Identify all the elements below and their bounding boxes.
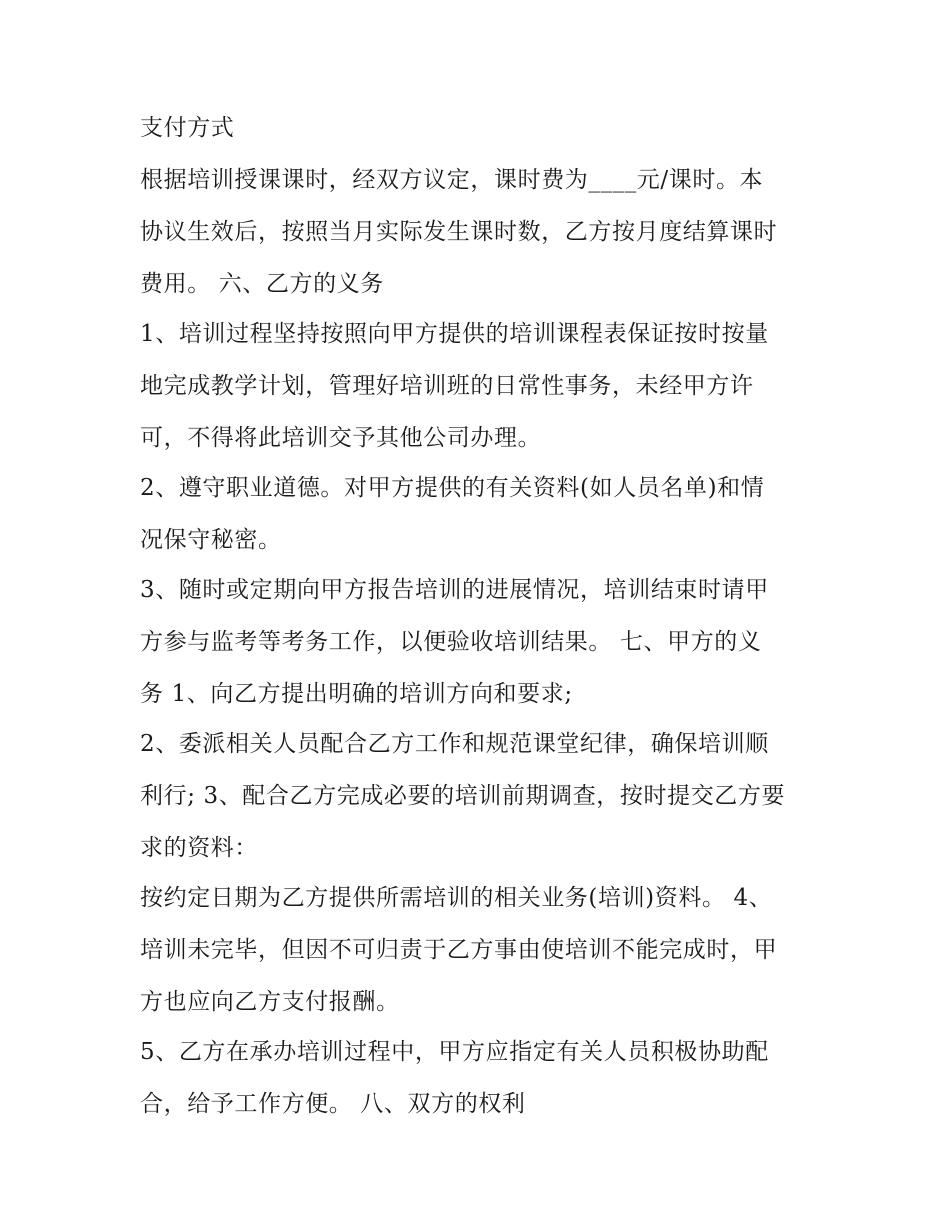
text-line: 2、委派相关人员配合乙方工作和规范课堂纪律，确保培训顺 xyxy=(140,731,769,757)
text-line: 利行; 3、配合乙方完成必要的培训前期调查，按时提交乙方要 xyxy=(140,783,786,809)
text-line: 合，给予工作方便。 八、双方的权利 xyxy=(140,1091,526,1117)
text-line: 按约定日期为乙方提供所需培训的相关业务(培训)资料。 4、 xyxy=(140,885,773,911)
text-line: 务 1、向乙方提出明确的培训方向和要求; xyxy=(140,681,573,707)
text-line: 1、培训过程坚持按照向甲方提供的培训课程表保证按时按量 xyxy=(140,321,769,347)
text-line: 根据培训授课课时，经双方议定，课时费为____元/课时。本 xyxy=(140,167,764,193)
text-line: 求的资料： xyxy=(140,835,258,861)
text-line: 培训未完毕，但因不可归责于乙方事由使培训不能完成时，甲 xyxy=(140,937,778,963)
text-line: 2、遵守职业道德。对甲方提供的有关资料(如人员名单)和情 xyxy=(140,475,765,501)
text-line: 方参与监考等考务工作，以便验收培训结果。 七、甲方的义 xyxy=(140,629,762,655)
text-line: 方也应向乙方支付报酬。 xyxy=(140,989,400,1015)
text-line: 支付方式 xyxy=(140,115,235,141)
text-line: 况保守秘密。 xyxy=(140,527,282,553)
text-line: 3、随时或定期向甲方报告培训的进展情况，培训结束时请甲 xyxy=(140,577,769,603)
text-line: 协议生效后，按照当月实际发生课时数，乙方按月度结算课时 xyxy=(140,219,778,245)
text-line: 可，不得将此培训交予其他公司办理。 xyxy=(140,425,542,451)
text-line: 地完成教学计划，管理好培训班的日常性事务，未经甲方许 xyxy=(140,373,754,399)
text-line: 费用。 六、乙方的义务 xyxy=(140,271,384,297)
text-line: 5、乙方在承办培训过程中，甲方应指定有关人员积极协助配 xyxy=(140,1039,769,1065)
